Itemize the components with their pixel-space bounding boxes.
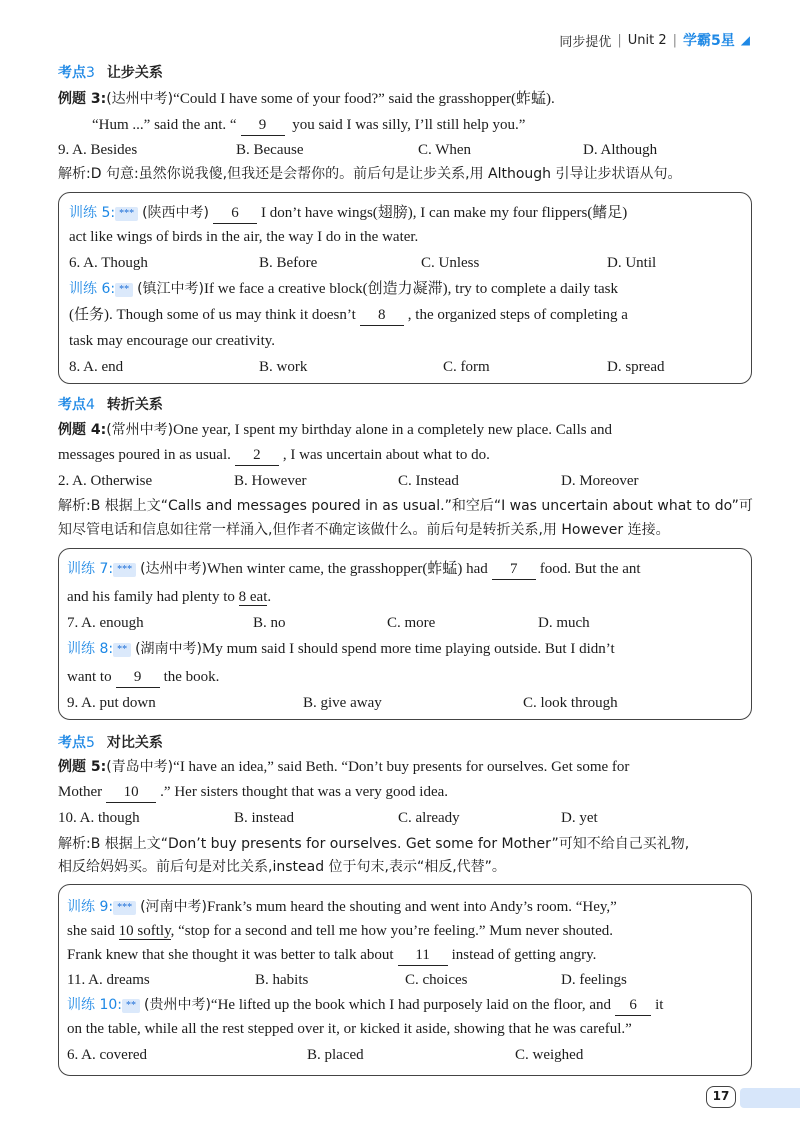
difficulty-stars: *** [113, 563, 136, 577]
option: 11. A. dreams [67, 972, 150, 988]
example-3-answer: 解析:D 句意:虽然你说我傻,但我还是会帮你的。前后句是让步关系,用 Although 引导让步状语从句。 [58, 166, 682, 182]
option: B. no [253, 615, 286, 631]
example-4-line-2 [58, 445, 750, 466]
section-title-3 [58, 62, 163, 82]
practice-text: and his family had plenty to [67, 589, 239, 605]
practice-text: (任务). Though some of us may think it doesn’t [69, 307, 356, 323]
practice-text: , the organized steps of completing a [407, 307, 628, 323]
practice-7-line-1 [67, 559, 701, 580]
example-text: Mother [58, 784, 103, 800]
answer-blank: 9 [116, 667, 160, 688]
option: B. instead [234, 810, 294, 826]
practice-source: (贵州中考) [143, 997, 211, 1013]
practice-text: want to [67, 669, 112, 685]
practice-text: . [267, 589, 272, 605]
page-edge-tab [740, 1088, 800, 1108]
practice-text: Frank knew that she thought it was better to talk about [67, 947, 394, 963]
header-separator: | [672, 32, 678, 48]
header-text: 同步提优 [559, 34, 612, 50]
brand-mark-icon: ◢ [740, 33, 750, 47]
option: B. Because [236, 142, 304, 158]
underlined-text: 10 softly [118, 923, 171, 939]
practice-source: (镇江中考) [137, 281, 205, 297]
practice-text: act like wings of birds in the air, the way I do in the water. [69, 229, 419, 245]
practice-source: (湖南中考) [135, 641, 203, 657]
option: D. much [538, 615, 590, 631]
option: D. Until [607, 255, 657, 271]
option: D. Although [583, 142, 658, 158]
example-source: (达州中考) [106, 91, 174, 107]
practice-text: “He lifted up the book which I had purposely laid on the floor, and [210, 997, 612, 1013]
option: C. weighed [515, 1047, 584, 1063]
answer-blank: 6 [213, 203, 257, 224]
example-4-answer: 知尽管电话和信息如往常一样涌入,但作者不确定该做什么。前后句是转折关系,用 However 连接。 [58, 522, 670, 538]
page-header [559, 30, 750, 50]
difficulty-stars: *** [113, 901, 136, 915]
kp-title: 让步关系 [106, 65, 163, 81]
difficulty-stars: ** [115, 283, 133, 297]
example-label: 例题 3: [58, 91, 107, 107]
difficulty-stars: *** [115, 207, 138, 221]
practice-8-line-1 [67, 639, 701, 659]
practice-text: When winter came, the grasshopper(蚱蜢) had [207, 561, 488, 577]
option: 8. A. end [69, 359, 124, 375]
example-3-line-1 [58, 89, 750, 109]
option: 6. A. Though [69, 255, 148, 271]
example-text: you said I was silly, I’ll still help you.” [288, 117, 526, 133]
option: B. work [259, 359, 308, 375]
practice-text: instead of getting angry. [451, 947, 597, 963]
practice-10-line-1 [67, 995, 701, 1016]
example-source: (青岛中考) [106, 759, 174, 775]
practice-label: 训练 5: [69, 205, 116, 221]
option: C. choices [405, 972, 468, 988]
option: 10. A. though [58, 810, 140, 826]
answer-blank: 9 [241, 115, 285, 136]
answer-blank: 7 [492, 559, 536, 580]
kp-number: 4 [86, 397, 95, 413]
example-4-line-1 [58, 420, 750, 440]
option: C. Unless [421, 255, 480, 271]
practice-label: 训练 8: [67, 641, 114, 657]
option: B. give away [303, 695, 382, 711]
practice-5-line-1 [69, 203, 701, 224]
example-text: , I was uncertain about what to do. [282, 447, 490, 463]
practice-label: 训练 7: [67, 561, 114, 577]
kp-number: 3 [86, 65, 95, 81]
practice-text: Frank’s mum heard the shouting and went into Andy’s room. “Hey,” [207, 899, 617, 915]
example-label: 例题 4: [58, 422, 107, 438]
option: C. When [418, 142, 472, 158]
kp-title: 转折关系 [106, 397, 163, 413]
header-unit: Unit 2 [627, 32, 667, 48]
practice-text: on the table, while all the rest stepped over it, or kicked it aside, showing that he was careful.” [67, 1021, 632, 1037]
practice-9-line-1 [67, 897, 701, 917]
difficulty-stars: ** [113, 643, 131, 657]
example-4-answer: 解析:B 根据上文“Calls and messages poured in as usual.”和空后“I was uncertain about what to do”可 [58, 498, 753, 514]
answer-blank: 10 [106, 782, 156, 803]
example-text: .” Her sisters thought that was a very good idea. [160, 784, 449, 800]
option: C. more [387, 615, 436, 631]
practice-box-2 [58, 548, 752, 720]
practice-9-line-3 [67, 945, 701, 966]
option: 2. A. Otherwise [58, 473, 153, 489]
option: 9. A. Besides [58, 142, 138, 158]
option: 6. A. covered [67, 1047, 147, 1063]
practice-9-line-2 [67, 921, 701, 941]
option: C. already [398, 810, 460, 826]
practice-8-line-2 [67, 667, 701, 688]
underlined-text: 8 eat [238, 589, 268, 605]
practice-text: task may encourage our creativity. [69, 333, 276, 349]
practice-label: 训练 10: [67, 997, 122, 1013]
example-text: “Could I have some of your food?” said the grasshopper(蚱蜢). [173, 91, 555, 107]
practice-text: My mum said I should spend more time playing outside. But I didn’t [202, 641, 615, 657]
practice-text: she said [67, 923, 119, 939]
example-3-line-2 [92, 115, 750, 136]
answer-blank: 11 [398, 945, 448, 966]
kp-label: 考点 [58, 735, 86, 751]
practice-source: (陕西中考) [142, 205, 210, 221]
option: D. spread [607, 359, 665, 375]
option: C. form [443, 359, 490, 375]
practice-box-1 [58, 192, 752, 384]
example-5-line-1 [58, 757, 750, 777]
difficulty-stars: ** [122, 999, 140, 1013]
practice-source: (达州中考) [140, 561, 208, 577]
practice-text: it [655, 997, 664, 1013]
answer-blank: 6 [615, 995, 651, 1016]
option: B. placed [307, 1047, 364, 1063]
practice-source: (河南中考) [140, 899, 208, 915]
kp-number: 5 [86, 735, 95, 751]
example-5-line-2 [58, 782, 750, 803]
option: C. look through [523, 695, 618, 711]
practice-7-line-2 [67, 587, 701, 607]
kp-label: 考点 [58, 65, 86, 81]
option: C. Instead [398, 473, 459, 489]
kp-title: 对比关系 [106, 735, 163, 751]
option: D. feelings [561, 972, 627, 988]
practice-6-line-2 [69, 305, 701, 326]
practice-label: 训练 9: [67, 899, 114, 915]
example-5-answer: 相反给妈妈买。前后句是对比关系,instead 位于句末,表示“相反,代替”。 [58, 859, 506, 875]
example-label: 例题 5: [58, 759, 107, 775]
practice-text: If we face a creative block(创造力凝滞), try to complete a daily task [204, 281, 619, 297]
option: D. yet [561, 810, 598, 826]
practice-text: , “stop for a second and tell me how you’re feeling.” Mum never shouted. [170, 923, 613, 939]
option: 7. A. enough [67, 615, 144, 631]
practice-text: I don’t have wings(翅膀), I can make my four flippers(鳍足) [261, 205, 628, 221]
practice-box-3 [58, 884, 752, 1076]
option: B. Before [259, 255, 318, 271]
example-source: (常州中考) [106, 422, 174, 438]
example-text: “I have an idea,” said Beth. “Don’t buy presents for ourselves. Get some for [173, 759, 630, 775]
option: B. However [234, 473, 307, 489]
practice-label: 训练 6: [69, 281, 116, 297]
example-text: One year, I spent my birthday alone in a completely new place. Calls and [173, 422, 612, 438]
page-number: 17 [706, 1086, 736, 1108]
option: D. Moreover [561, 473, 639, 489]
header-separator: | [617, 32, 622, 48]
example-text: messages poured in as usual. [58, 447, 231, 463]
practice-text: the book. [163, 669, 220, 685]
practice-6-line-1 [69, 279, 701, 299]
kp-label: 考点 [58, 397, 86, 413]
brand-logo: 学霸5星 [683, 33, 735, 49]
option: 9. A. put down [67, 695, 156, 711]
section-title-5 [58, 732, 163, 752]
option: B. habits [255, 972, 309, 988]
practice-text: food. But the ant [539, 561, 641, 577]
answer-blank: 8 [360, 305, 404, 326]
example-text: “Hum ...” said the ant. “ [92, 117, 237, 133]
example-5-answer: 解析:B 根据上文“Don’t buy presents for ourselves. Get some for Mother”可知不给自己买礼物, [58, 836, 690, 852]
section-title-4 [58, 394, 163, 414]
answer-blank: 2 [235, 445, 279, 466]
